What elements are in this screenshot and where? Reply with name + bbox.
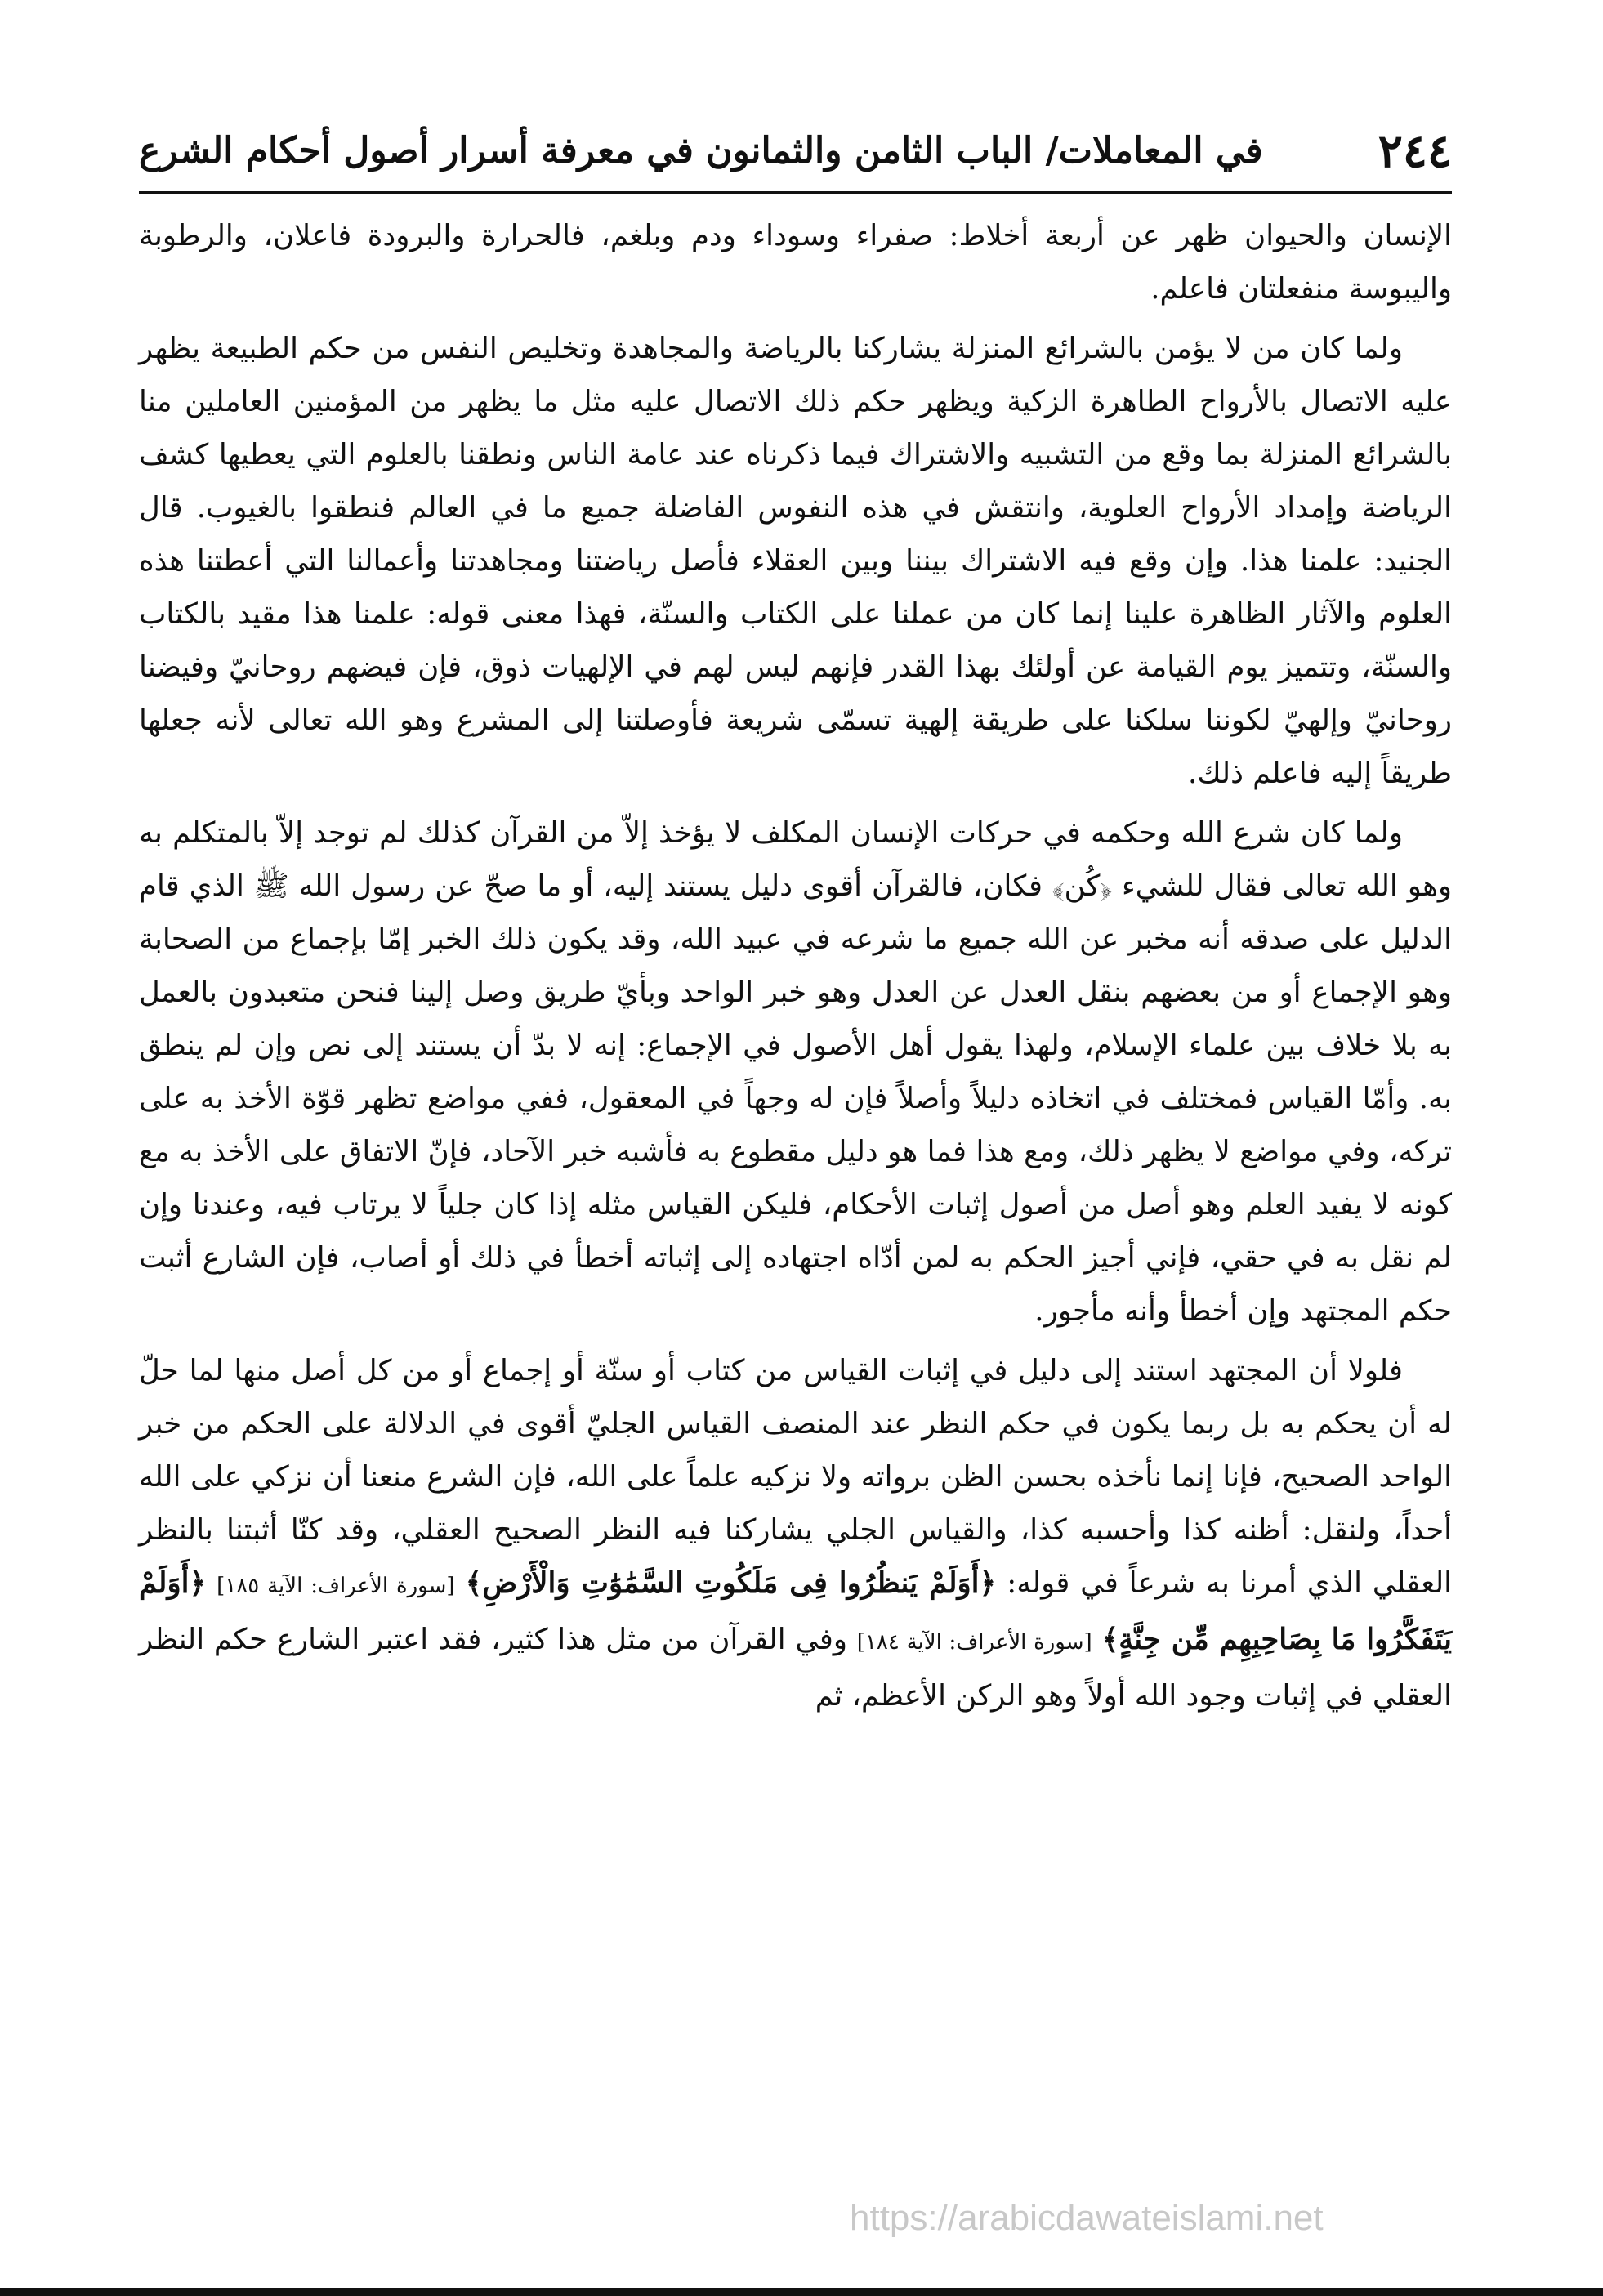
- quran-verse-1: ﴿أَوَلَمْ يَنظُرُوا فِى مَلَكُوتِ السَّمَٰوَٰتِ وَالْأَرْضِ﴾: [465, 1566, 997, 1600]
- page-number: ٢٤٤: [1378, 124, 1452, 178]
- quran-verse-2: ﴿أَوَلَمْ يَتَفَكَّرُوا مَا بِصَاحِبِهِم مِّن جِنَّةٍ﴾: [139, 1566, 1452, 1656]
- verse-reference-2: [سورة الأعراف: الآية ١٨٤]: [856, 1630, 1092, 1655]
- body-text: [139, 209, 1452, 1729]
- running-title: في المعاملات/ الباب الثامن والثمانون في معرفة أسرار أصول أحكام الشرع: [139, 130, 1263, 172]
- header-rule: [139, 191, 1452, 194]
- paragraph-2: ولما كان من لا يؤمن بالشرائع المنزلة يشاركنا بالرياضة والمجاهدة وتخليص النفس من حكم الطبيعة يظهر عليه الاتصال بالأرواح الطاهرة الزكية ويظهر حكم ذلك الاتصال عليه مثل ما يظهر من المؤمنين العاملين منا بالشرائع المنزلة بما وقع من التشبيه والاشتراك فيما ذكرناه عند عامة الناس ونطقنا بالعلوم التي يعطيها كشف الرياضة وإمداد الأرواح العلوية، وانتقش في هذه النفوس الفاضلة جميع ما في العالم فنطقوا بالغيوب. قال الجنيد: علمنا هذا. وإن وقع فيه الاشتراك بيننا وبين العقلاء فأصل رياضتنا ومجاهدتنا وأعمالنا التي أعطتنا هذه العلوم والآثار الظاهرة علينا إنما كان من عملنا على الكتاب والسنّة، فهذا معنى قوله: علمنا هذا مقيد بالكتاب والسنّة، وتتميز يوم القيامة عن أولئك بهذا القدر فإنهم ليس لهم في الإلهيات ذوق، فإن فيضهم روحانيّ وفيضنا روحانيّ وإلهيّ لكوننا سلكنا على طريقة إلهية تسمّى شريعة فأوصلتنا إلى المشرع وهو الله تعالى لأنه جعلها طريقاً إليه فاعلم ذلك.: [139, 332, 1452, 790]
- paragraph-4-text-b: وفي القرآن من مثل هذا كثير، فقد اعتبر الشارع حكم النظر العقلي في إثبات وجود الله أولاً وهو الركن الأعظم، ثم: [139, 1623, 1452, 1713]
- paragraph-4: [139, 1344, 1452, 1722]
- verse-reference-1: [سورة الأعراف: الآية ١٨٥]: [217, 1574, 455, 1598]
- paragraph-4-text-a: فلولا أن المجتهد استند إلى دليل في إثبات القياس من كتاب أو سنّة أو إجماع أو من كل أصل منها لما حلّ له أن يحكم به بل ربما يكون في حكم النظر عند المنصف القياس الجليّ أقوى في الدلالة على الحكم من خبر الواحد الصحيح، فإنا إنما نأخذه بحسن الظن برواته ولا نزكيه علماً على الله، فإن الشرع منعنا أن نزكي على الله أحداً، ولنقل: أظنه كذا وأحسبه كذا، والقياس الجلي يشاركنا فيه النظر الصحيح العقلي، وقد كنّا أثبتنا بالنظر العقلي الذي أمرنا به شرعاً في قوله:: [139, 1354, 1453, 1600]
- paragraph-1: الإنسان والحيوان ظهر عن أربعة أخلاط: صفراء وسوداء ودم وبلغم، فالحرارة والبرودة فاعلان، والرطوبة واليبوسة منفعلتان فاعلم.: [139, 219, 1452, 306]
- page-header: [139, 114, 1452, 188]
- paragraph-3: ولما كان شرع الله وحكمه في حركات الإنسان المكلف لا يؤخذ إلاّ من القرآن كذلك لم توجد إلاّ بالمتكلم به وهو الله تعالى فقال للشيء ﴿كُن﴾ فكان، فالقرآن أقوى دليل يستند إليه، أو ما صحّ عن رسول الله ﷺ الذي قام الدليل على صدقه أنه مخبر عن الله جميع ما شرعه في عبيد الله، وقد يكون ذلك الخبر إمّا بإجماع من الصحابة وهو الإجماع أو من بعضهم بنقل العدل عن العدل وهو خبر الواحد وبأيّ طريق وصل إلينا فنحن متعبدون بالعمل به بلا خلاف بين علماء الإسلام، ولهذا يقول أهل الأصول في الإجماع: إنه لا بدّ أن يستند إلى نص وإن لم ينطق به. وأمّا القياس فمختلف في اتخاذه دليلاً وأصلاً فإن له وجهاً في المعقول، ففي مواضع تظهر قوّة الأخذ به على تركه، وفي مواضع لا يظهر ذلك، ومع هذا فما هو دليل مقطوع به فأشبه خبر الآحاد، فإنّ الاتفاق على الأخذ به مع كونه لا يفيد العلم وهو أصل من أصول إثبات الأحكام، فليكن القياس مثله إذا كان جلياً لا يرتاب فيه، وعندنا وإن لم نقل به في حقي، فإني أجيز الحكم به لمن أدّاه اجتهاده إلى إثباته أخطأ في ذلك أو أصاب، فإن الشارع أثبت حكم المجتهد وإن أخطأ وأنه مأجور.: [139, 816, 1452, 1328]
- watermark-url: https://arabicdawateislami.net: [850, 2198, 1324, 2238]
- scan-bottom-edge: [0, 2288, 1603, 2296]
